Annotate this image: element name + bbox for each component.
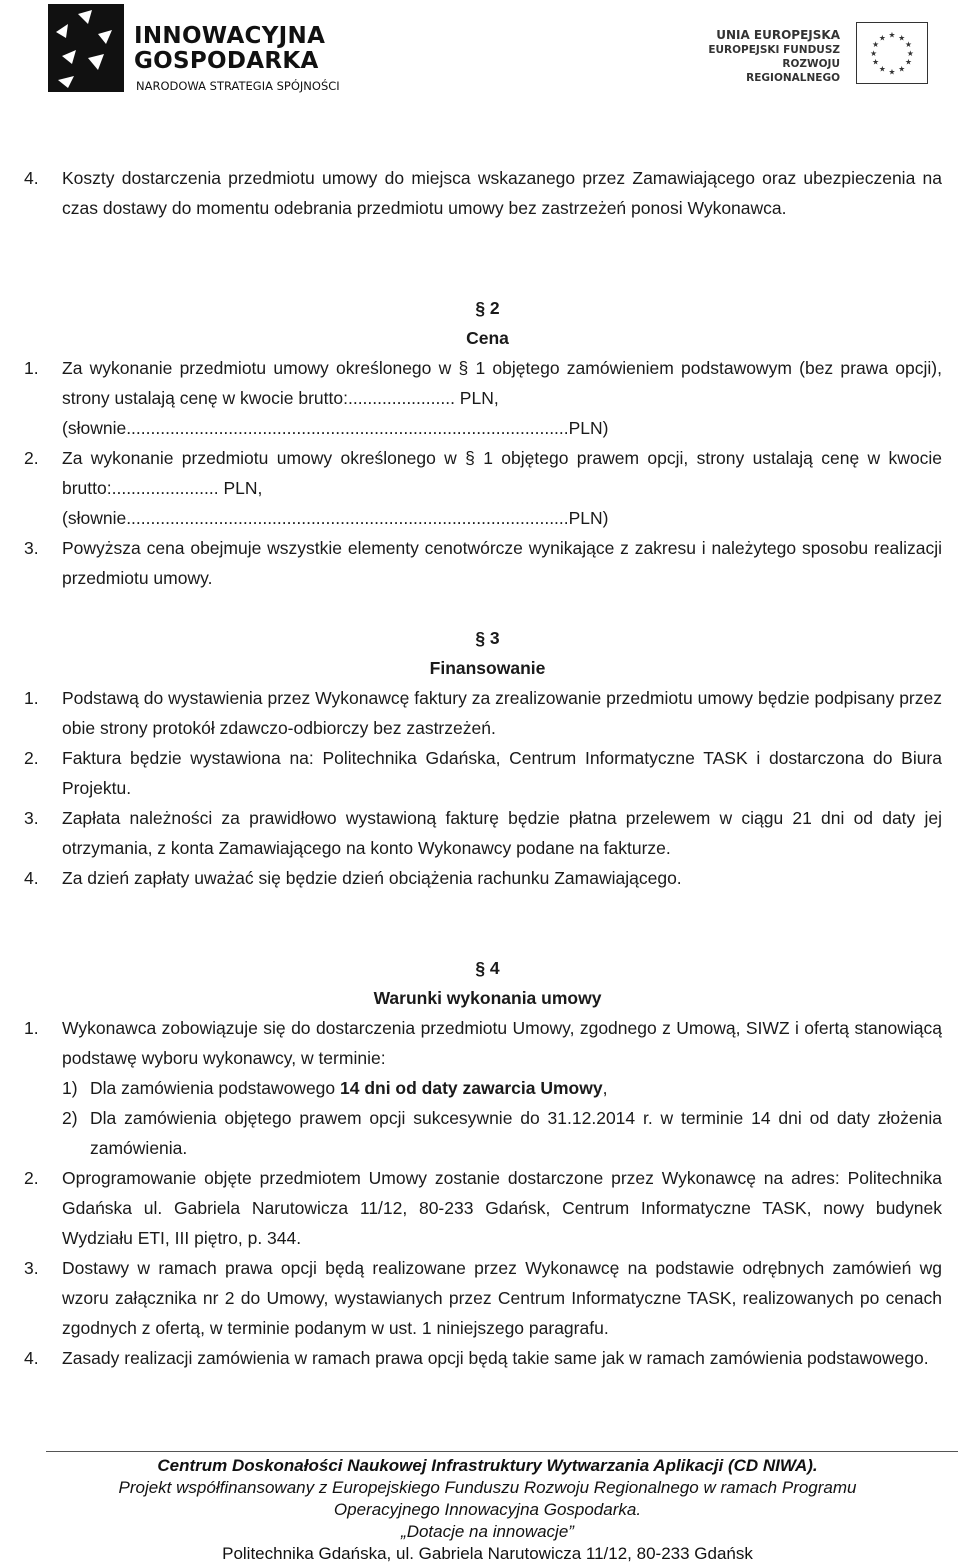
logo-title: INNOWACYJNA GOSPODARKA [134,23,326,74]
item-amount-in-words: (słownie...........................................................................................PLN) [62,508,609,528]
svg-text:★: ★ [888,67,896,77]
item-number: 4. [24,1348,39,1368]
item-text: Faktura będzie wystawiona na: Politechnika Gdańska, Centrum Informatyczne TASK i dostarczona do Biura Projektu. [62,748,942,798]
item-number: 3. [24,538,39,558]
item-number: 2. [24,1168,39,1188]
svg-text:★: ★ [904,40,912,50]
sub-item-text: Dla zamówienia objętego prawem opcji sukcesywnie do 31.12.2014 r. w terminie 14 dni od daty złożenia zamówienia. [90,1108,942,1158]
list-item [24,803,942,863]
list-item [24,443,942,533]
section-mark: § 2 [475,298,500,318]
logo-subtitle: NARODOWA STRATEGIA SPÓJNOŚCI [136,79,340,93]
svg-text:★: ★ [872,40,880,50]
innowacyjna-gospodarka-logo [48,4,348,94]
footer-address: Politechnika Gdańska, ul. Gabriela Narutowicza 11/12, 80-233 Gdańsk [222,1544,753,1563]
sub-list-item [62,1073,942,1103]
svg-text:★: ★ [872,57,880,67]
svg-text:★: ★ [878,64,886,74]
list-item [24,353,942,443]
list-item [24,1013,942,1073]
eu-flag-icon [856,22,928,84]
svg-text:★: ★ [888,30,896,40]
page-footer [0,1455,960,1565]
item-number: 1. [24,1018,39,1038]
item-number: 3. [24,808,39,828]
footer-center-name: Centrum Doskonałości Naukowej Infrastruktury Wytwarzania Aplikacji (CD NIWA). [157,1456,818,1475]
list-item [24,1343,942,1373]
item-number: 1. [24,688,39,708]
item-text: Za wykonanie przedmiotu umowy określonego w § 1 objętego zamówieniem podstawowym (bez prawa opcji), strony ustalają cenę w kwocie brutto:...................... PLN, [62,358,942,408]
item-text: Dostawy w ramach prawa opcji będą realizowane przez Wykonawcę na podstawie odrębnych zamówień wg wzoru załącznika nr 2 do Umowy, wystawianych przez Centrum Informatyczne TASK, realizowanych po cenach zgodnych z ofertą, w terminie podanym w ust. 1 niniejszego paragrafu. [62,1258,942,1338]
item-text: Zapłata należności za prawidłowo wystawioną fakturę będzie płatna przelewem w ciągu 21 dni od daty jej otrzymania, z konta Zamawiającego na konto Wykonawcy podane na fakturze. [62,808,942,858]
item-text: Zasady realizacji zamówienia w ramach prawa opcji będą takie same jak w ramach zamówienia podstawowego. [62,1348,929,1368]
eu-fund-logo [690,22,940,84]
list-item [24,1163,942,1253]
footer-program-line: Operacyjnego Innowacyjna Gospodarka. [333,1500,642,1519]
section-title: Warunki wykonania umowy [373,988,602,1008]
item-text: Powyższa cena obejmuje wszystkie elementy cenotwórcze wynikające z zakresu i należytego sposobu realizacji przedmiotu umowy. [62,538,942,588]
sub-item-number: 1) [62,1078,78,1098]
section-title: Cena [466,328,509,348]
svg-text:★: ★ [878,33,886,43]
sub-item-number: 2) [62,1108,78,1128]
item-text: Wykonawca zobowiązuje się do dostarczenia przedmiotu Umowy, zgodnego z Umową, SIWZ i ofertą stanowiącą podstawę wyboru wykonawcy, w terminie: [62,1018,942,1068]
item-number: 4. [24,168,39,188]
section-title: Finansowanie [429,658,546,678]
list-item [24,533,942,593]
item-text: Oprogramowanie objęte przedmiotem Umowy zostanie dostarczone przez Wykonawcę na adres: Politechnika Gdańska ul. Gabriela Narutowicza 11/12, 80-233 Gdańsk, Centrum Informatyczne TASK, nowy budynek Wydziału ETI, III piętro, p. 344. [62,1168,942,1248]
footer-cofinancing-line: Projekt współfinansowany z Europejskiego Funduszu Rozwoju Regionalnego w ramach Programu [118,1478,857,1497]
item-text: Za dzień zapłaty uważać się będzie dzień obciążenia rachunku Zamawiającego. [62,868,682,888]
sub-item-text: Dla zamówienia podstawowego 14 dni od daty zawarcia Umowy, [90,1078,608,1098]
section-mark: § 3 [475,628,500,648]
svg-text:★: ★ [906,48,914,58]
list-item [24,163,942,223]
item-number: 3. [24,1258,39,1278]
list-item [24,1253,942,1343]
svg-text:★: ★ [898,33,906,43]
svg-text:★: ★ [904,57,912,67]
item-number: 2. [24,448,39,468]
item-text: Podstawą do wystawienia przez Wykonawcę faktury za zrealizowanie przedmiotu umowy będzie podpisany przez obie strony protokół zdawczo-odbiorczy bez zastrzeżeń. [62,688,942,738]
list-item [24,863,942,893]
svg-text:★: ★ [870,48,878,58]
sub-list-item [62,1103,942,1163]
eu-fund-label: UNIA EUROPEJSKA EUROPEJSKI FUNDUSZ ROZWOJU REGIONALNEGO [708,28,840,84]
footer-divider [46,1451,958,1452]
svg-text:★: ★ [898,64,906,74]
footer-slogan: „Dotacje na innowacje” [401,1522,574,1541]
deadline-emphasis: 14 dni od daty zawarcia Umowy [340,1078,603,1098]
item-text: Za wykonanie przedmiotu umowy określonego w § 1 objętego prawem opcji, strony ustalają cenę w kwocie brutto:...................... PLN, [62,448,942,498]
item-number: 4. [24,868,39,888]
item-amount-in-words: (słownie...........................................................................................PLN) [62,418,609,438]
list-item [24,743,942,803]
logo-mark-icon [48,4,124,92]
list-item [24,683,942,743]
item-text: Koszty dostarczenia przedmiotu umowy do miejsca wskazanego przez Zamawiającego oraz ubezpieczenia na czas dostawy do momentu odebrania przedmiotu umowy bez zastrzeżeń ponosi Wykonawca. [62,168,942,218]
item-number: 2. [24,748,39,768]
item-number: 1. [24,358,39,378]
section-mark: § 4 [475,958,500,978]
